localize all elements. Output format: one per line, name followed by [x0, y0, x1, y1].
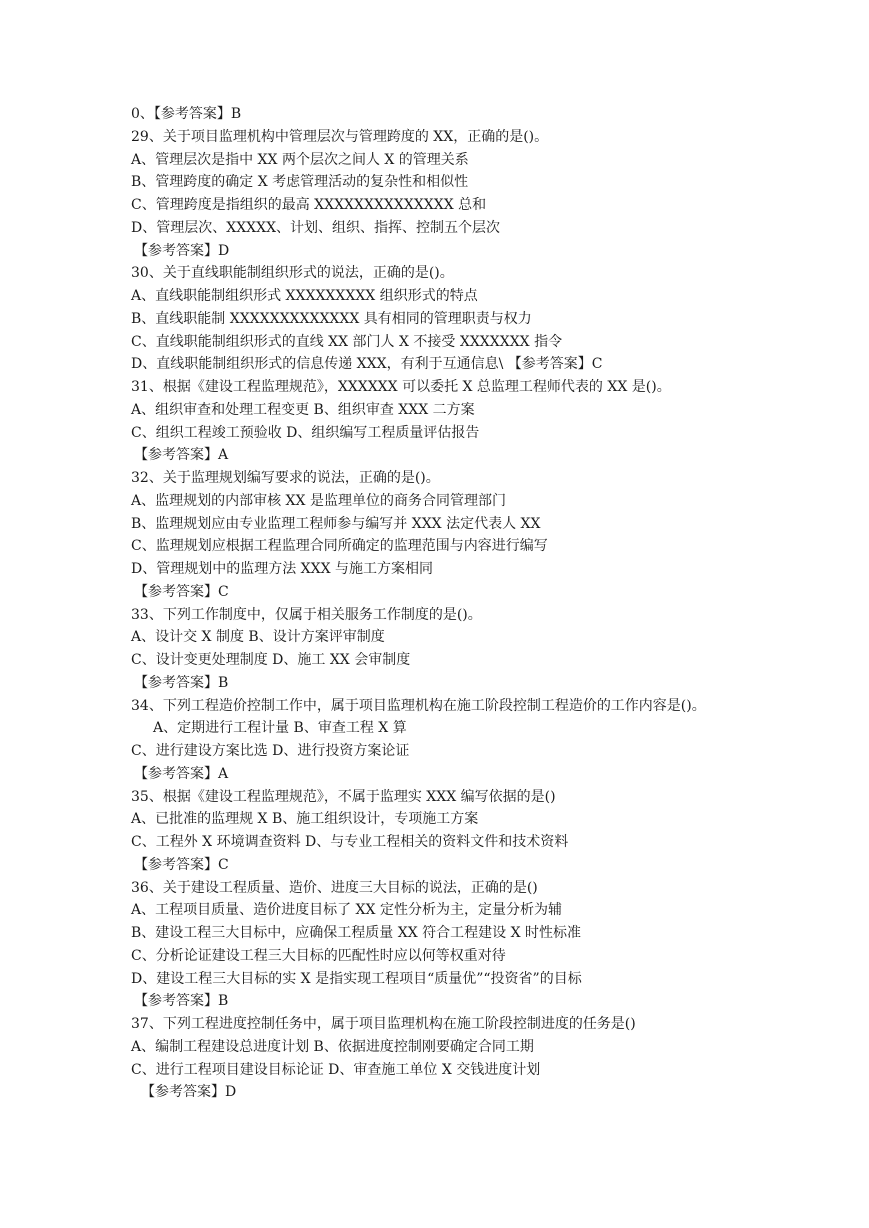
- option-line: B、监理规划应由专业监理工程师参与编写并 XXX 法定代表人 XX: [131, 515, 541, 532]
- question-stem: 33、下列工作制度中，仅属于相关服务工作制度的是()。: [131, 606, 482, 623]
- option-line: C、监理规划应根据工程监理合同所确定的监理范围与内容进行编写: [131, 538, 548, 555]
- answer-line: 【参考答案】B: [134, 993, 229, 1010]
- answer-line: 【参考答案】C: [134, 583, 229, 600]
- option-line: A、设计交 X 制度 B、设计方案评审制度: [131, 629, 385, 646]
- text-line: 0、【参考答案】B: [131, 106, 242, 122]
- option-line: D、直线职能制组织形式的信息传递 XXX，有利于互通信息\ 【参考答案】C: [131, 356, 603, 373]
- option-line: C、直线职能制组织形式的直线 XX 部门人 X 不接受 XXXXXXX 指令: [131, 333, 563, 350]
- option-line: A、组织审查和处理工程变更 B、组织审查 XXX 二方案: [131, 401, 475, 418]
- answer-line: 【参考答案】A: [134, 447, 229, 464]
- answer-line: 【参考答案】C: [134, 856, 229, 873]
- option-line: C、进行工程项目建设目标论证 D、审查施工单位 X 交钱进度计划: [131, 1061, 541, 1078]
- question-stem: 29、关于项目监理机构中管理层次与管理跨度的 XX，正确的是()。: [131, 128, 549, 145]
- option-line: A、工程项目质量、造价进度目标了 XX 定性分析为主，定量分析为辅: [131, 902, 562, 919]
- option-line: C、设计变更处理制度 D、施工 XX 会审制度: [131, 652, 411, 668]
- option-line: B、建设工程三大目标中，应确保工程质量 XX 符合工程建设 X 时性标准: [131, 925, 581, 941]
- question-list: [131, 103, 831, 1104]
- option-line: A、管理层次是指中 XX 两个层次之间人 X 的管理关系: [131, 151, 469, 168]
- question-stem: 37、下列工程进度控制任务中，属于项目监理机构在施工阶段控制进度的任务是(): [131, 1016, 636, 1032]
- option-line: C、分析论证建设工程三大目标的匹配性时应以何等权重对待: [131, 947, 506, 964]
- option-line: A、已批准的监理规 X B、施工组织设计，专项施工方案: [131, 811, 479, 828]
- option-line: A、编制工程建设总进度计划 B、依据进度控制刚要确定合同工期: [131, 1038, 534, 1055]
- option-line: C、进行建设方案比选 D、进行投资方案论证: [131, 743, 410, 759]
- answer-line: 【参考答案】D: [141, 1084, 237, 1101]
- option-line: B、管理跨度的确定 X 考虑管理活动的复杂性和相似性: [131, 174, 469, 191]
- answer-line: 【参考答案】B: [134, 674, 229, 691]
- question-stem: 35、根据《建设工程监理规范》，不属于监理实 XXX 编写依据的是(): [131, 788, 556, 805]
- answer-line: 【参考答案】A: [134, 765, 229, 782]
- question-stem: 34、下列工程造价控制工作中，属于项目监理机构在施工阶段控制工程造价的工作内容是()。: [131, 697, 706, 714]
- option-line: C、管理跨度是指组织的最高 XXXXXXXXXXXXXX 总和: [131, 197, 487, 213]
- question-stem: 32、关于监理规划编写要求的说法，正确的是()。: [131, 470, 440, 486]
- option-line: B、直线职能制 XXXXXXXXXXXXX 具有相同的管理职责与权力: [131, 310, 532, 327]
- option-line: A、直线职能制组织形式 XXXXXXXXX 组织形式的特点: [131, 288, 478, 304]
- option-line: D、管理层次、XXXXX、计划、组织、指挥、控制五个层次: [131, 219, 501, 236]
- question-stem: 36、关于建设工程质量、造价、进度三大目标的说法，正确的是(): [131, 879, 538, 896]
- option-line: C、组织工程竣工预验收 D、组织编写工程质量评估报告: [131, 424, 480, 441]
- option-line: A、监理规划的内部审核 XX 是监理单位的商务合同管理部门: [131, 492, 506, 509]
- option-line: C、工程外 X 环境调查资料 D、与专业工程相关的资料文件和技术资料: [131, 834, 569, 850]
- option-line: A、定期进行工程计量 B、审查工程 X 算: [153, 720, 407, 737]
- question-stem: 30、关于直线职能制组织形式的说法，正确的是()。: [131, 265, 454, 282]
- answer-line: 【参考答案】D: [134, 242, 230, 259]
- option-line: D、建设工程三大目标的实 X 是指实现工程项目“质量优”“投资省”的目标: [131, 970, 582, 987]
- option-line: D、管理规划中的监理方法 XXX 与施工方案相同: [131, 561, 434, 577]
- question-stem: 31、根据《建设工程监理规范》，XXXXXX 可以委托 X 总监理工程师代表的 XX 是()。: [131, 379, 671, 395]
